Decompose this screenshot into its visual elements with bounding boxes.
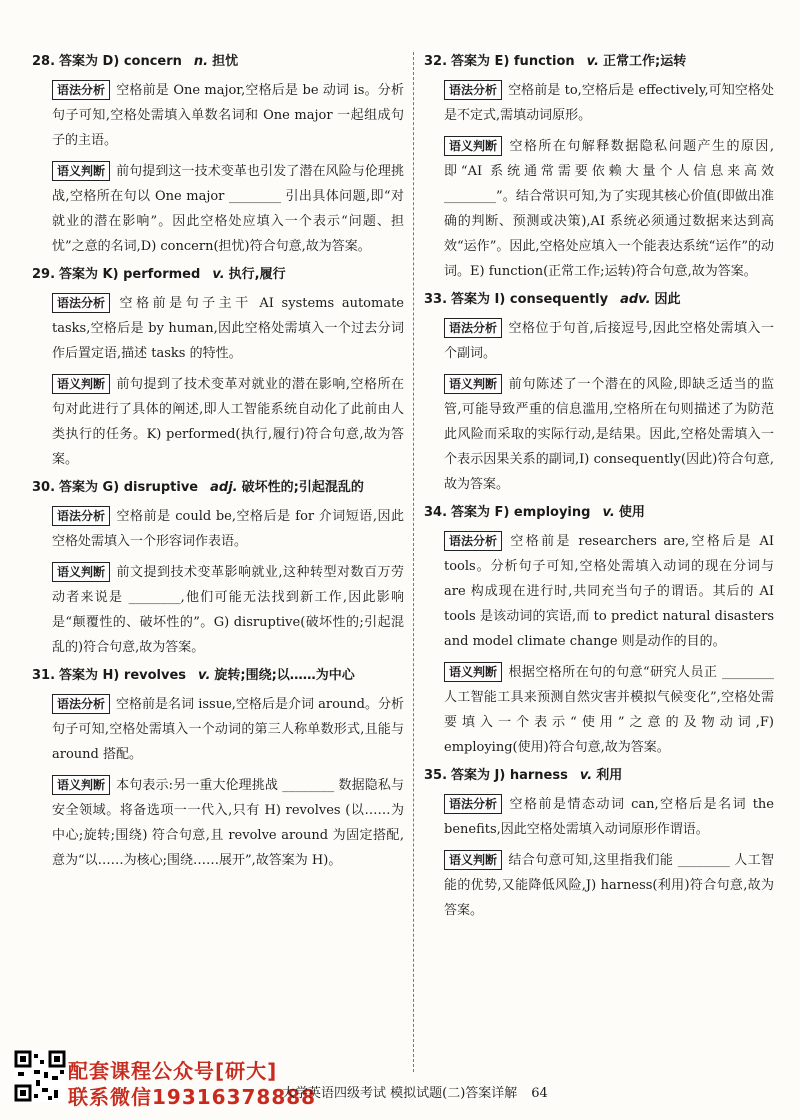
- analysis-block: [444, 78, 774, 128]
- analysis-block: [444, 529, 774, 654]
- analysis-text: 空格前是 could be,空格后是 for 介词短语,因此空格处需填入一个形容词作表语。: [52, 509, 404, 549]
- analysis-block: [444, 792, 774, 842]
- right-column: [424, 52, 774, 929]
- answer-item: [424, 290, 774, 497]
- promo-line-2: 联系微信19316378888: [68, 1085, 317, 1109]
- analysis-tag: 语义判断: [52, 562, 110, 582]
- part-of-speech: adv.: [620, 292, 651, 307]
- part-of-speech: v.: [586, 54, 599, 69]
- analysis-tag: 语义判断: [444, 662, 502, 682]
- answer-choice: 答案为 K) performed: [59, 267, 201, 282]
- running-footer: [282, 1082, 548, 1101]
- promo-text: [68, 1058, 316, 1110]
- analysis-block: [52, 78, 404, 153]
- answer-choice: 答案为 I) consequently: [451, 292, 609, 307]
- answer-heading: [424, 52, 774, 72]
- analysis-text: 空格位于句首,后接逗号,因此空格处需填入一个副词。: [444, 321, 774, 361]
- question-number: 29.: [32, 267, 56, 282]
- answer-meaning: 使用: [618, 505, 645, 520]
- analysis-tag: 语义判断: [444, 136, 502, 156]
- analysis-text: 空格前是 One major,空格后是 be 动词 is。分析句子可知,空格处需填入单数名词和 One major 一起组成句子的主语。: [52, 83, 404, 148]
- answer-choice: 答案为 J) harness: [451, 768, 568, 783]
- qr-code-icon: [14, 1050, 66, 1102]
- analysis-block: [52, 291, 404, 366]
- analysis-text: 空格前是 researchers are,空格后是 AI tools。分析句子可知,空格处需填入动词的现在分词与 are 构成现在进行时,共同充当句子的谓语。其后的 AI tools 是该动词的宾语,而 to predict natural disasters and model climate change 则是动作的目的。: [444, 534, 774, 649]
- analysis-text: 空格前是情态动词 can,空格后是名词 the benefits,因此空格处需填入动词原形作谓语。: [444, 797, 774, 837]
- left-column: [32, 52, 404, 879]
- part-of-speech: v.: [198, 668, 211, 683]
- answer-choice: 答案为 G) disruptive: [59, 480, 199, 495]
- analysis-text: 本句表示:另一重大伦理挑战 ________ 数据隐私与安全领域。将备选项一一代入,只有 H) revolves (以……为中心;旋转;围绕) 符合句意,且 revolve around 为固定搭配,意为“以……为核心;围绕……展开”,故答案为 H)。: [52, 778, 404, 868]
- analysis-block: [52, 504, 404, 554]
- analysis-text: 根据空格所在句的句意“研究人员正 ________ 人工智能工具来预测自然灾害并模拟气候变化”,空格处需要填入一个表示“使用”之意的及物动词,F) employing(使用)符合句意,故为答案。: [444, 665, 774, 755]
- analysis-tag: 语义判断: [52, 775, 110, 795]
- answer-choice: 答案为 E) function: [451, 54, 575, 69]
- answer-heading: [32, 52, 404, 72]
- analysis-text: 前句提到了技术变革对就业的潜在影响,空格所在句对此进行了具体的阐述,即人工智能系统自动化了此前由人类执行的任务。K) performed(执行,履行)符合句意,故为答案。: [52, 377, 404, 467]
- part-of-speech: v.: [212, 267, 225, 282]
- question-number: 30.: [32, 480, 56, 495]
- analysis-text: 前句陈述了一个潜在的风险,即缺乏适当的监管,可能导致严重的信息滥用,空格所在句则描述了为防范此风险而采取的实际行动,是结果。因此,空格处需填入一个表示因果关系的副词,I) consequently(因此)符合句意,故为答案。: [444, 377, 774, 492]
- answer-item: [32, 265, 404, 472]
- analysis-text: 前句提到这一技术变革也引发了潜在风险与伦理挑战,空格所在句以 One major ________ 引出具体问题,即“对就业的潜在影响”。因此空格处应填入一个表示“问题、担忧”之意的名词,D) concern(担忧)符合句意,故为答案。: [52, 164, 404, 254]
- analysis-block: [444, 660, 774, 760]
- question-number: 33.: [424, 292, 448, 307]
- answer-item: [424, 52, 774, 284]
- promo-line-1: 配套课程公众号[研大]: [68, 1059, 278, 1083]
- answer-meaning: 因此: [654, 292, 681, 307]
- answer-heading: [424, 766, 774, 786]
- question-number: 32.: [424, 54, 448, 69]
- part-of-speech: v.: [579, 768, 593, 783]
- analysis-tag: 语义判断: [444, 850, 502, 870]
- analysis-block: [444, 134, 774, 284]
- analysis-text: 空格前是句子主干 AI systems automate tasks,空格后是 by human,因此空格处需填入一个过去分词作后置定语,描述 tasks 的特性。: [52, 296, 404, 361]
- analysis-tag: 语义判断: [52, 161, 110, 181]
- analysis-tag: 语法分析: [444, 531, 502, 551]
- analysis-block: [52, 372, 404, 472]
- answer-meaning: 旋转;围绕;以……为中心: [214, 668, 355, 683]
- answer-choice: 答案为 D) concern: [59, 54, 182, 69]
- analysis-block: [52, 159, 404, 259]
- question-number: 28.: [32, 54, 56, 69]
- analysis-text: 结合句意可知,这里指我们能 ________ 人工智能的优势,又能降低风险,J) harness(利用)符合句意,故为答案。: [444, 853, 774, 918]
- answer-item: [32, 52, 404, 259]
- analysis-block: [444, 372, 774, 497]
- answer-choice: 答案为 H) revolves: [59, 668, 187, 683]
- answer-heading: [32, 478, 404, 498]
- analysis-tag: 语法分析: [444, 318, 502, 338]
- question-number: 31.: [32, 668, 56, 683]
- part-of-speech: n.: [193, 54, 209, 69]
- analysis-tag: 语法分析: [444, 794, 502, 814]
- answer-heading: [32, 265, 404, 285]
- analysis-text: 空格所在句解释数据隐私问题产生的原因,即“AI 系统通常需要依赖大量个人信息来高效 ________”。结合常识可知,为了实现其核心价值(即做出准确的判断、预测或决策),AI 系统必须通过数据来达到高效“运作”。因此,空格处应填入一个能表达系统“运作”的动词。E) function(正常工作;运转)符合句意,故为答案。: [444, 139, 774, 279]
- analysis-tag: 语法分析: [52, 506, 110, 526]
- question-number: 34.: [424, 505, 448, 520]
- analysis-text: 空格前是 to,空格后是 effectively,可知空格处是不定式,需填动词原形。: [444, 83, 774, 123]
- running-title: 大学英语四级考试 模拟试题(二)答案详解: [282, 1086, 518, 1101]
- analysis-block: [52, 773, 404, 873]
- analysis-text: 空格前是名词 issue,空格后是介词 around。分析句子可知,空格处需填入一个动词的第三人称单数形式,且能与 around 搭配。: [52, 697, 404, 762]
- part-of-speech: v.: [602, 505, 615, 520]
- answer-choice: 答案为 F) employing: [451, 505, 591, 520]
- column-divider: [413, 52, 414, 1072]
- answer-item: [424, 503, 774, 760]
- answer-item: [424, 766, 774, 923]
- analysis-tag: 语义判断: [444, 374, 502, 394]
- analysis-block: [52, 560, 404, 660]
- question-number: 35.: [424, 768, 448, 783]
- analysis-tag: 语法分析: [52, 694, 110, 714]
- answer-heading: [424, 290, 774, 310]
- answer-meaning: 执行,履行: [228, 267, 286, 282]
- answer-heading: [424, 503, 774, 523]
- analysis-block: [52, 692, 404, 767]
- page-number: 64: [531, 1086, 548, 1101]
- answer-meaning: 利用: [596, 768, 623, 783]
- analysis-tag: 语法分析: [444, 80, 502, 100]
- analysis-text: 前文提到技术变革影响就业,这种转型对数百万劳动者来说是 ________,他们可能无法找到新工作,因此影响是“颠覆性的、破坏性的”。G) disruptive(破坏性的;引起混乱的)符合句意,故为答案。: [52, 565, 404, 655]
- answer-meaning: 担忧: [212, 54, 239, 69]
- answer-meaning: 正常工作;运转: [603, 54, 687, 69]
- answer-heading: [32, 666, 404, 686]
- part-of-speech: adj.: [210, 480, 238, 495]
- answer-item: [32, 666, 404, 873]
- answer-meaning: 破坏性的;引起混乱的: [241, 480, 364, 495]
- analysis-block: [444, 848, 774, 923]
- analysis-tag: 语义判断: [52, 374, 110, 394]
- analysis-tag: 语法分析: [52, 293, 110, 313]
- analysis-tag: 语法分析: [52, 80, 110, 100]
- analysis-block: [444, 316, 774, 366]
- answer-item: [32, 478, 404, 660]
